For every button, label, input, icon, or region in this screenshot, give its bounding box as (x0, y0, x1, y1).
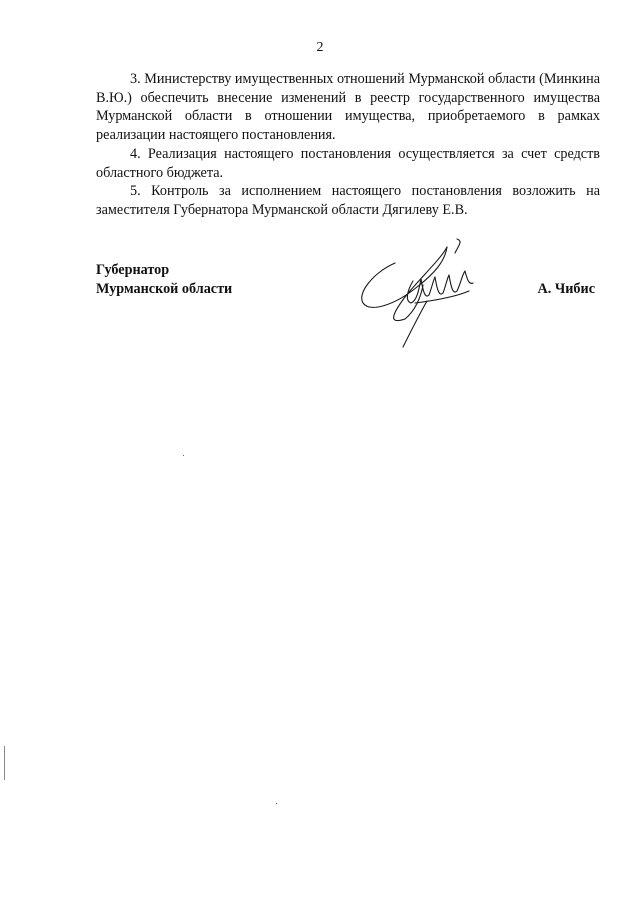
scan-edge-line (4, 746, 5, 780)
signatory-position (96, 261, 232, 298)
paragraph-3: 3. Министерству имущественных отношений Мурманской области (Минкина В.Ю.) обеспечить внесение изменений в реестр государственного имущества Мурманской области в отношении имущества, приобретаемого в рамках реализации настоящего постановления. (96, 71, 600, 144)
signatory-name: А. Чибис (537, 281, 595, 297)
page-number: 2 (316, 40, 324, 55)
signatory-title: Губернатор (96, 262, 170, 278)
paragraph-4: 4. Реализация настоящего постановления осуществляется за счет средств областного бюджета. (96, 145, 600, 181)
speck-mark (276, 803, 277, 804)
paragraph-5: 5. Контроль за исполнением настоящего постановления возложить на заместителя Губернатора Мурманской области Дягилеву Е.В. (96, 183, 600, 218)
document-body (96, 70, 600, 220)
signatory-region: Мурманской области (96, 280, 233, 297)
speck-mark (183, 455, 184, 456)
handwritten-signature (355, 235, 490, 353)
